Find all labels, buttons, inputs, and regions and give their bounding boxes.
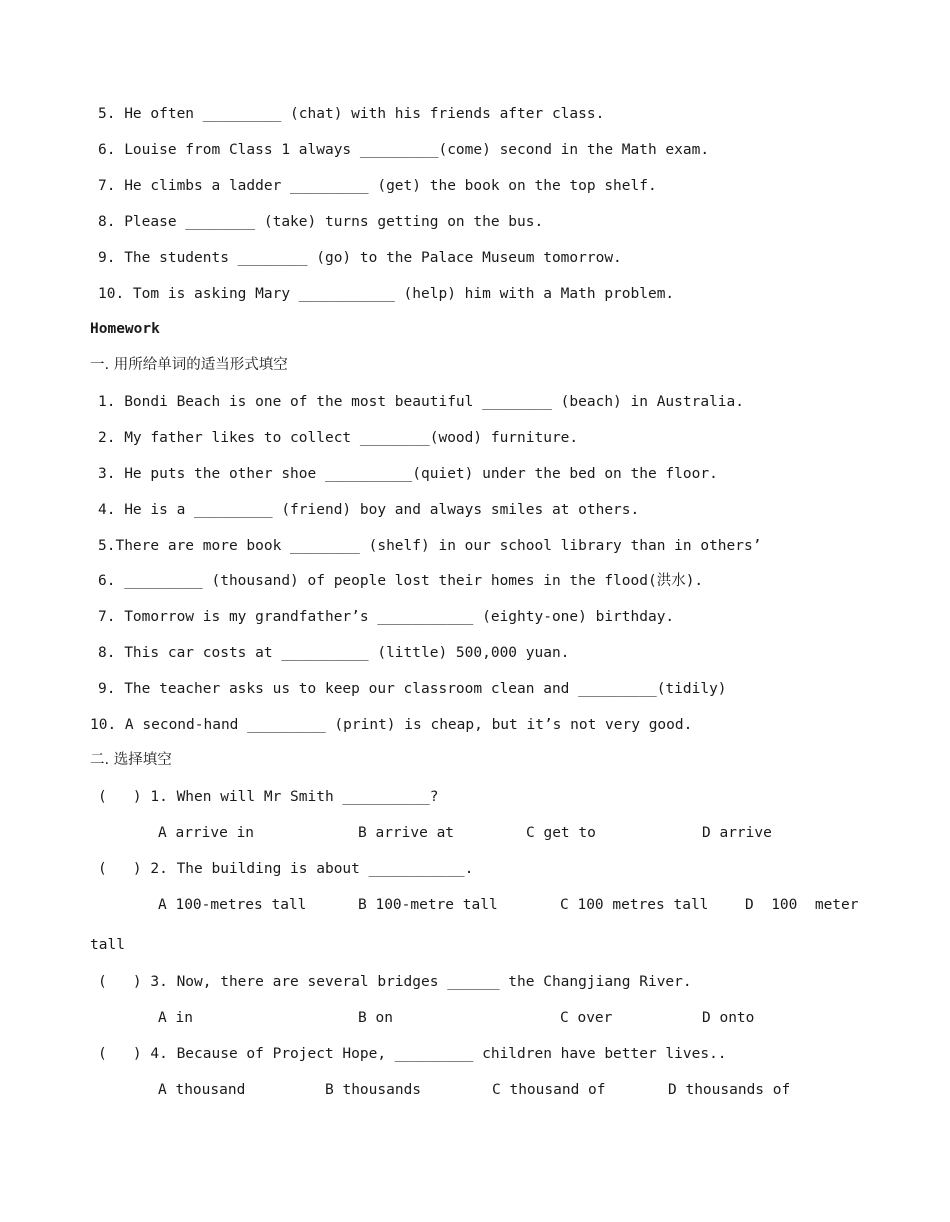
section1-item-7: 7. Tomorrow is my grandfather’s ___________ (eighty-one) birthday. bbox=[98, 609, 675, 625]
section1-item-1: 1. Bondi Beach is one of the most beautiful ________ (beach) in Australia. bbox=[98, 394, 745, 410]
question-1-option-a: A arrive in bbox=[158, 825, 255, 841]
question-3-option-b: B on bbox=[358, 1010, 393, 1026]
question-4-stem: ( ) 4. Because of Project Hope, _________ children have better lives.. bbox=[98, 1046, 727, 1062]
question-2-option-d-wrap: tall bbox=[90, 937, 125, 953]
question-2-option-a: A 100-metres tall bbox=[158, 897, 307, 913]
section1-item-9: 9. The teacher asks us to keep our classroom clean and _________(tidily) bbox=[98, 681, 727, 697]
question-2-stem: ( ) 2. The building is about ___________. bbox=[98, 861, 474, 877]
question-2-option-d: D 100 meter bbox=[745, 897, 859, 913]
question-1-option-c: C get to bbox=[526, 825, 596, 841]
question-2-option-b: B 100-metre tall bbox=[358, 897, 498, 913]
question-4-option-b: B thousands bbox=[325, 1082, 422, 1098]
section2-title: 二. 选择填空 bbox=[90, 752, 172, 768]
section1-item-4: 4. He is a _________ (friend) boy and always smiles at others. bbox=[98, 502, 640, 518]
homework-heading: Homework bbox=[90, 321, 160, 337]
exercise-line-9: 9. The students ________ (go) to the Palace Museum tomorrow. bbox=[98, 250, 622, 266]
question-3-option-a: A in bbox=[158, 1010, 193, 1026]
section1-item-2: 2. My father likes to collect ________(wood) furniture. bbox=[98, 430, 579, 446]
exercise-line-10: 10. Tom is asking Mary ___________ (help) him with a Math problem. bbox=[98, 286, 675, 302]
question-1-option-d: D arrive bbox=[702, 825, 772, 841]
section1-item-10: 10. A second-hand _________ (print) is cheap, but it’s not very good. bbox=[90, 717, 693, 733]
question-4-option-c: C thousand of bbox=[492, 1082, 606, 1098]
section1-item-5: 5.There are more book ________ (shelf) in our school library than in others’ bbox=[98, 538, 762, 554]
question-3-stem: ( ) 3. Now, there are several bridges ______ the Changjiang River. bbox=[98, 974, 692, 990]
question-1-option-b: B arrive at bbox=[358, 825, 455, 841]
exercise-line-6: 6. Louise from Class 1 always _________(come) second in the Math exam. bbox=[98, 142, 710, 158]
section1-title: 一. 用所给单词的适当形式填空 bbox=[90, 357, 288, 373]
exercise-line-7: 7. He climbs a ladder _________ (get) the book on the top shelf. bbox=[98, 178, 657, 194]
exercise-line-8: 8. Please ________ (take) turns getting on the bus. bbox=[98, 214, 544, 230]
question-1-stem: ( ) 1. When will Mr Smith __________? bbox=[98, 789, 439, 805]
section1-item-6: 6. _________ (thousand) of people lost their homes in the flood(洪水). bbox=[98, 573, 704, 589]
question-2-option-c: C 100 metres tall bbox=[560, 897, 709, 913]
question-3-option-c: C over bbox=[560, 1010, 613, 1026]
question-3-option-d: D onto bbox=[702, 1010, 755, 1026]
section1-item-3: 3. He puts the other shoe __________(quiet) under the bed on the floor. bbox=[98, 466, 718, 482]
exercise-line-5: 5. He often _________ (chat) with his friends after class. bbox=[98, 106, 605, 122]
question-4-option-a: A thousand bbox=[158, 1082, 246, 1098]
section1-item-8: 8. This car costs at __________ (little) 500,000 yuan. bbox=[98, 645, 570, 661]
question-4-option-d: D thousands of bbox=[668, 1082, 791, 1098]
